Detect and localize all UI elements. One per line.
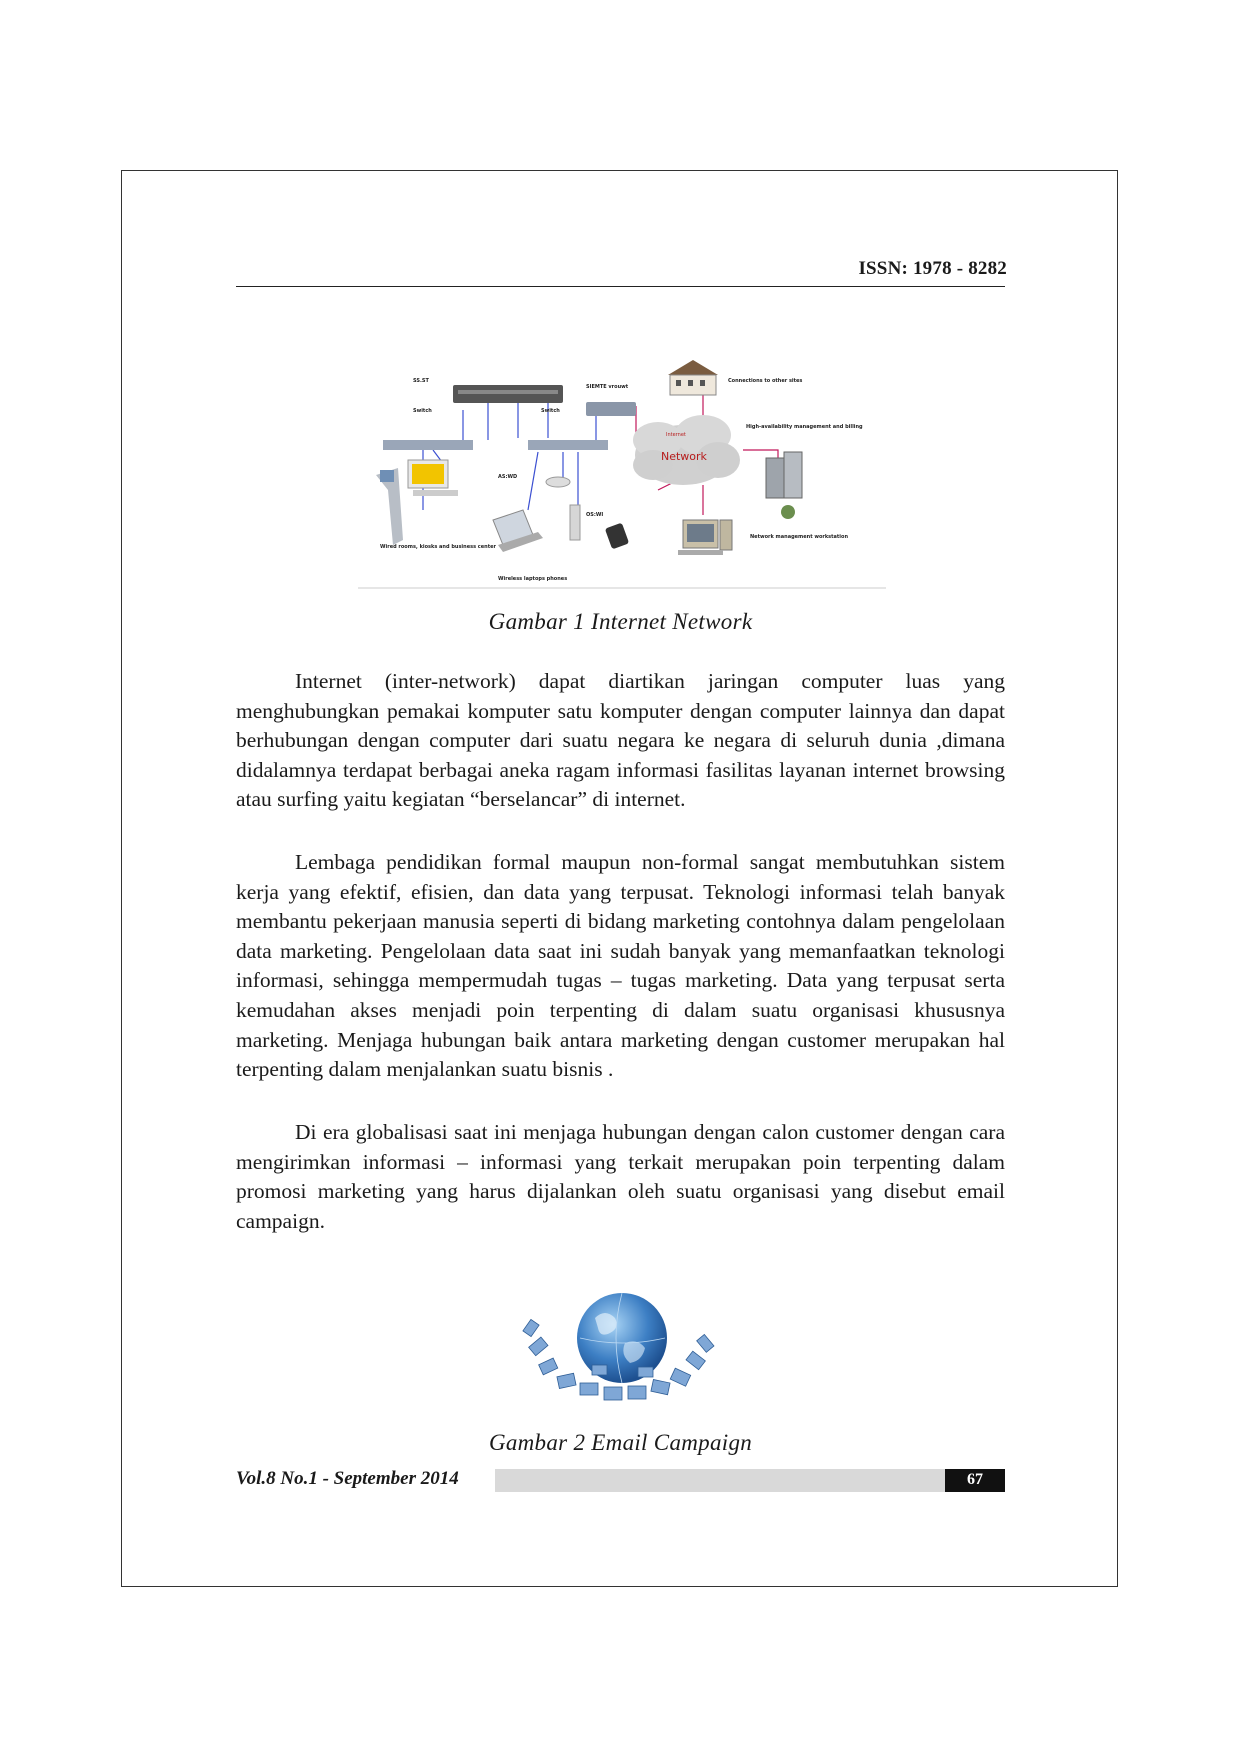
issn-header: ISSN: 1978 - 8282 [858, 258, 1007, 279]
paragraph-internet: Internet (inter-network) dapat diartikan jaringan computer luas yang menghubungkan pemakai komputer satu komputer dengan computer lainnya dan dapat berhubungan dengan computer dari suatu negara ke negara di seluruh dunia ,dimana didalamnya terdapat berbagai aneka ragam informasi fasilitas layanan internet browsing atau surfing yaitu kegiatan “berselancar” di internet. [236, 669, 1005, 812]
figure2-caption: Gambar 2 Email Campaign [488, 1430, 753, 1455]
building-icon [668, 360, 718, 395]
header-rule [236, 286, 1005, 287]
workstation-icon [678, 520, 732, 555]
label-wireless: Wireless laptops phones [498, 576, 568, 582]
label-access-point: AS:WD [498, 474, 518, 480]
label-ap: OS:WI [586, 512, 604, 518]
label-top-left: SS.ST [413, 378, 429, 384]
footer-volume: Vol.8 No.1 - September 2014 [236, 1468, 459, 1489]
label-internet: Internet [666, 432, 686, 438]
router-icon [586, 402, 636, 416]
label-connections: Connections to other sites [728, 378, 803, 384]
plant-icon [781, 505, 795, 519]
globe-icon [577, 1293, 667, 1383]
internet-network-figure [358, 360, 886, 590]
left-switch-icon [383, 440, 473, 450]
label-wired: Wired rooms, kiosks and business center [380, 544, 496, 550]
label-top-right: SIEMTE vrouwt [586, 384, 629, 390]
label-switch-right: Switch [541, 408, 560, 414]
label-availability: High-availability management and billing [746, 424, 863, 430]
email-campaign-figure [520, 1283, 725, 1413]
footer-bar [495, 1469, 945, 1492]
paragraph-education: Lembaga pendidikan formal maupun non-formal sangat membutuhkan sistem kerja yang efektif, efisien, dan data yang terpusat. Teknologi informasi telah banyak membantu pekerjaan manusia seperti di bidang marketing contohnya dalam pengelolaan data marketing. Pengelolaan data saat ini sudah banyak yang memanfaatkan teknologi informasi, sehingga mempermudah tugas – tugas marketing. Data yang terpusat serta kemudahan akses menjadi poin terpenting di dalam suatu organisasi khususnya marketing. Menjaga hubungan baik antara marketing dengan customer merupakan hal terpenting dalam menjalankan suatu bisnis . [236, 850, 1005, 1082]
phone-icon [605, 523, 629, 550]
right-switch-icon [528, 440, 608, 450]
label-network-mgmt: Network management workstation [750, 534, 849, 540]
access-point-icon [546, 477, 570, 487]
server-icon [766, 452, 802, 498]
ap-device-icon [570, 505, 580, 540]
paragraph-globalization: Di era globalisasi saat ini menjaga hubungan dengan calon customer dengan cara mengirimkan informasi – informasi yang terkait merupakan poin terpenting dalam promosi marketing yang harus dijalankan oleh suatu organisasi yang disebut email campaign. [236, 1120, 1005, 1233]
figure1-caption: Gambar 1 Internet Network [488, 609, 753, 634]
label-switch-left: Switch [413, 408, 432, 414]
label-network: Network [661, 450, 707, 463]
page-number: 67 [945, 1469, 1005, 1492]
